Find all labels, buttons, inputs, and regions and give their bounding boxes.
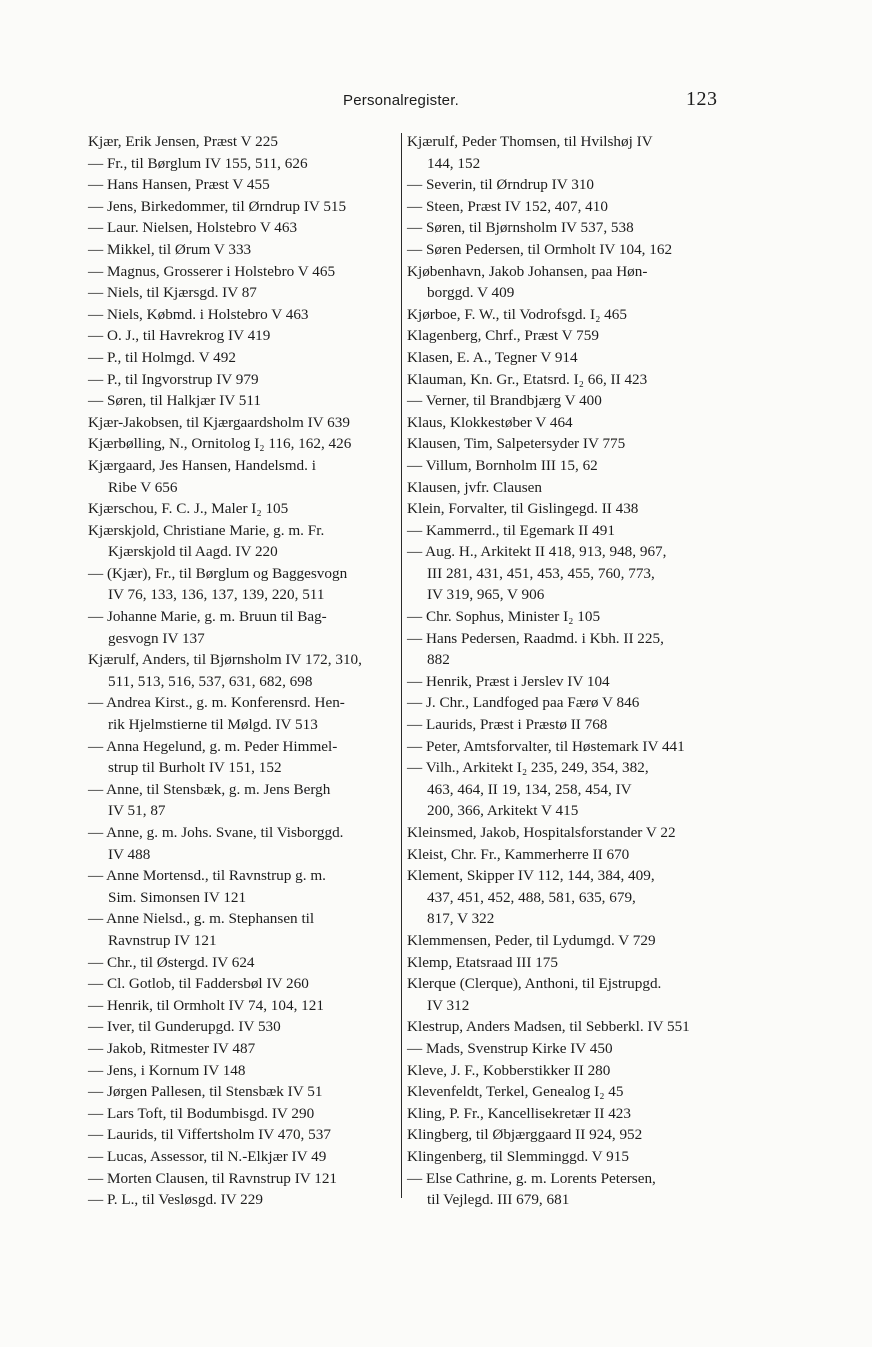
register-entry-line: Kling, P. Fr., Kancellisekretær II 423: [407, 1104, 631, 1122]
register-entry-line: Kleve, J. F., Kobberstikker II 280: [407, 1061, 611, 1079]
register-entry-line: 817, V 322: [427, 910, 495, 928]
register-entry-line: Kjærulf, Peder Thomsen, til Hvilshøj IV: [407, 133, 653, 150]
register-entry-line: Kjøbenhavn, Jakob Johansen, paa Høn-: [407, 262, 648, 280]
register-entry-line: — Cl. Gotlob, til Faddersbøl IV 260: [88, 975, 309, 993]
page-number: 123: [686, 88, 718, 110]
register-entry-line: Klingberg, til Øbjærggaard II 924, 952: [407, 1126, 643, 1144]
register-entry-line: III 281, 431, 451, 453, 455, 760, 773,: [427, 564, 655, 582]
register-entry-line: 882: [427, 651, 450, 669]
register-entry-line: Klauman, Kn. Gr., Etatsrd. I₂ 66, II 423: [407, 370, 648, 388]
register-entry-line: — Verner, til Brandbjærg V 400: [407, 392, 602, 410]
register-entry-line: 511, 513, 516, 537, 631, 682, 698: [108, 672, 313, 690]
register-entry-line: Kjærskjold til Aagd. IV 220: [108, 543, 278, 561]
register-entry-line: — Anna Hegelund, g. m. Peder Himmel-: [88, 737, 338, 755]
register-entry-line: 463, 464, II 19, 134, 258, 454, IV: [427, 780, 632, 798]
register-entry-line: Ribe V 656: [108, 478, 178, 496]
register-entry-line: — Søren, til Bjørnsholm IV 537, 538: [407, 219, 634, 237]
register-entry-line: 144, 152: [427, 154, 481, 172]
register-entry-line: IV 319, 965, V 906: [427, 586, 545, 604]
register-entry-line: IV 488: [108, 845, 151, 863]
register-entry-line: — Peter, Amtsforvalter, til Høstemark IV 441: [407, 737, 685, 755]
register-entry-line: Klement, Skipper IV 112, 144, 384, 409,: [407, 867, 655, 885]
register-entry-line: — Laurids, til Viffertsholm IV 470, 537: [88, 1126, 331, 1144]
column-divider: [401, 133, 402, 1198]
register-entry-line: — Hans Hansen, Præst V 455: [88, 176, 270, 194]
register-entry-line: — Morten Clausen, til Ravnstrup IV 121: [88, 1169, 338, 1187]
register-entry-line: Klerque (Clerque), Anthoni, til Ejstrupgd.: [407, 975, 662, 993]
register-entry-line: 437, 451, 452, 488, 581, 635, 679,: [427, 888, 636, 906]
register-entry-line: IV 312: [427, 996, 470, 1014]
register-entry-line: — (Kjær), Fr., til Børglum og Baggesvogn: [88, 564, 348, 582]
register-entry-line: — Chr. Sophus, Minister I₂ 105: [407, 608, 601, 626]
register-entry-line: — Jørgen Pallesen, til Stensbæk IV 51: [88, 1083, 323, 1101]
register-entry-line: Klein, Forvalter, til Gislingegd. II 438: [407, 500, 639, 518]
register-entry-line: IV 76, 133, 136, 137, 139, 220, 511: [108, 586, 325, 604]
register-entry-line: — Jens, i Kornum IV 148: [88, 1061, 246, 1079]
register-entry-line: — P., til Ingvorstrup IV 979: [88, 370, 259, 388]
register-entry-line: Klagenberg, Chrf., Præst V 759: [407, 327, 599, 345]
register-entry-line: Sim. Simonsen IV 121: [108, 888, 247, 906]
running-header-title: Personalregister.: [343, 92, 459, 109]
register-entry-line: — Mikkel, til Ørum V 333: [88, 240, 252, 258]
register-entry-line: Ravnstrup IV 121: [108, 931, 217, 949]
register-entry-line: Klemmensen, Peder, til Lydumgd. V 729: [407, 931, 656, 949]
register-entry-line: Kjørboe, F. W., til Vodrofsgd. I₂ 465: [407, 305, 627, 323]
register-entry-line: — Kammerrd., til Egemark II 491: [407, 521, 615, 539]
register-entry-line: strup til Burholt IV 151, 152: [108, 759, 282, 777]
register-entry-line: — Aug. H., Arkitekt II 418, 913, 948, 967,: [407, 543, 667, 561]
register-entry-line: — Søren, til Halkjær IV 511: [88, 392, 261, 410]
register-entry-line: Kjær, Erik Jensen, Præst V 225: [88, 133, 278, 150]
register-entry-line: Klestrup, Anders Madsen, til Sebberkl. IV 551: [407, 1018, 690, 1036]
register-entry-line: Kjærulf, Anders, til Bjørnsholm IV 172, 310,: [88, 651, 362, 669]
left-column: [88, 131, 400, 1211]
register-entry-line: — Villum, Bornholm III 15, 62: [407, 456, 598, 474]
register-entry-line: Klausen, jvfr. Clausen: [407, 478, 542, 496]
register-entry-line: — Iver, til Gunderupgd. IV 530: [88, 1018, 281, 1036]
register-entry-line: Kleinsmed, Jakob, Hospitalsforstander V 22: [407, 824, 676, 841]
register-entry-line: — Chr., til Østergd. IV 624: [88, 953, 255, 971]
register-entry-line: Klaus, Klokkestøber V 464: [407, 413, 573, 431]
register-entry-line: — Anne Mortensd., til Ravnstrup g. m.: [88, 867, 326, 885]
register-entry-line: — Niels, Købmd. i Holstebro V 463: [88, 305, 309, 323]
register-entry-line: — J. Chr., Landfoged paa Færø V 846: [407, 694, 640, 712]
register-entry-line: rik Hjelmstierne til Mølgd. IV 513: [108, 716, 318, 734]
register-entry-line: Kjærschou, F. C. J., Maler I₂ 105: [88, 500, 289, 518]
register-entry-line: Klemp, Etatsraad III 175: [407, 953, 558, 971]
register-entry-line: Kjærgaard, Jes Hansen, Handelsmd. i: [88, 456, 316, 474]
register-entry-line: Klevenfeldt, Terkel, Genealog I₂ 45: [407, 1083, 624, 1101]
register-entry-line: IV 51, 87: [108, 802, 166, 820]
register-entry-line: — Else Cathrine, g. m. Lorents Petersen,: [407, 1169, 656, 1187]
register-entry-line: — Lars Toft, til Bodumbisgd. IV 290: [88, 1104, 315, 1122]
register-entry-line: — Laurids, Præst i Præstø II 768: [407, 716, 608, 734]
register-entry-line: — Johanne Marie, g. m. Bruun til Bag-: [88, 608, 327, 626]
right-column: [407, 131, 725, 1211]
register-entry-line: Kleist, Chr. Fr., Kammerherre II 670: [407, 845, 630, 863]
register-entry-line: — Hans Pedersen, Raadmd. i Kbh. II 225,: [407, 629, 664, 647]
register-entry-line: — Anne, til Stensbæk, g. m. Jens Bergh: [88, 780, 331, 798]
register-entry-line: — Søren Pedersen, til Ormholt IV 104, 162: [407, 240, 673, 258]
register-entry-line: Klingenberg, til Slemminggd. V 915: [407, 1147, 629, 1165]
register-entry-line: — P. L., til Vesløsgd. IV 229: [88, 1191, 263, 1209]
register-entry-line: — Steen, Præst IV 152, 407, 410: [407, 197, 608, 215]
register-entry-line: Klausen, Tim, Salpetersyder IV 775: [407, 435, 626, 453]
register-entry-line: — O. J., til Havrekrog IV 419: [88, 327, 271, 345]
register-entry-line: — Fr., til Børglum IV 155, 511, 626: [88, 154, 308, 172]
register-entry-line: Kjær-Jakobsen, til Kjærgaardsholm IV 639: [88, 413, 350, 431]
register-entry-line: 200, 366, Arkitekt V 415: [427, 802, 579, 820]
register-entry-line: — Andrea Kirst., g. m. Konferensrd. Hen-: [88, 694, 345, 712]
register-entry-line: gesvogn IV 137: [108, 629, 205, 647]
register-entry-line: til Vejlegd. III 679, 681: [427, 1191, 570, 1209]
register-entry-line: — Laur. Nielsen, Holstebro V 463: [88, 219, 298, 237]
register-entry-line: — Henrik, Præst i Jerslev IV 104: [407, 672, 610, 690]
register-entry-line: — Magnus, Grosserer i Holstebro V 465: [88, 262, 336, 280]
register-entry-line: — Vilh., Arkitekt I₂ 235, 249, 354, 382,: [407, 759, 649, 777]
register-entry-line: — Niels, til Kjærsgd. IV 87: [88, 284, 257, 302]
register-entry-line: borggd. V 409: [427, 284, 515, 302]
register-entry-line: — Severin, til Ørndrup IV 310: [407, 176, 595, 194]
register-entry-line: — Jakob, Ritmester IV 487: [88, 1039, 256, 1057]
register-entry-line: — P., til Holmgd. V 492: [88, 348, 236, 366]
register-entry-line: Kjærbølling, N., Ornitolog I₂ 116, 162, 426: [88, 435, 352, 453]
register-entry-line: Kjærskjold, Christiane Marie, g. m. Fr.: [88, 521, 325, 539]
register-entry-line: — Anne, g. m. Johs. Svane, til Visborggd.: [88, 824, 344, 841]
register-entry-line: — Henrik, til Ormholt IV 74, 104, 121: [88, 996, 324, 1014]
register-entry-line: Klasen, E. A., Tegner V 914: [407, 348, 578, 366]
register-entry-line: — Anne Nielsd., g. m. Stephansen til: [88, 910, 315, 928]
register-entry-line: — Jens, Birkedommer, til Ørndrup IV 515: [88, 197, 347, 215]
register-entry-line: — Lucas, Assessor, til N.-Elkjær IV 49: [88, 1147, 327, 1165]
register-entry-line: — Mads, Svenstrup Kirke IV 450: [407, 1039, 613, 1057]
